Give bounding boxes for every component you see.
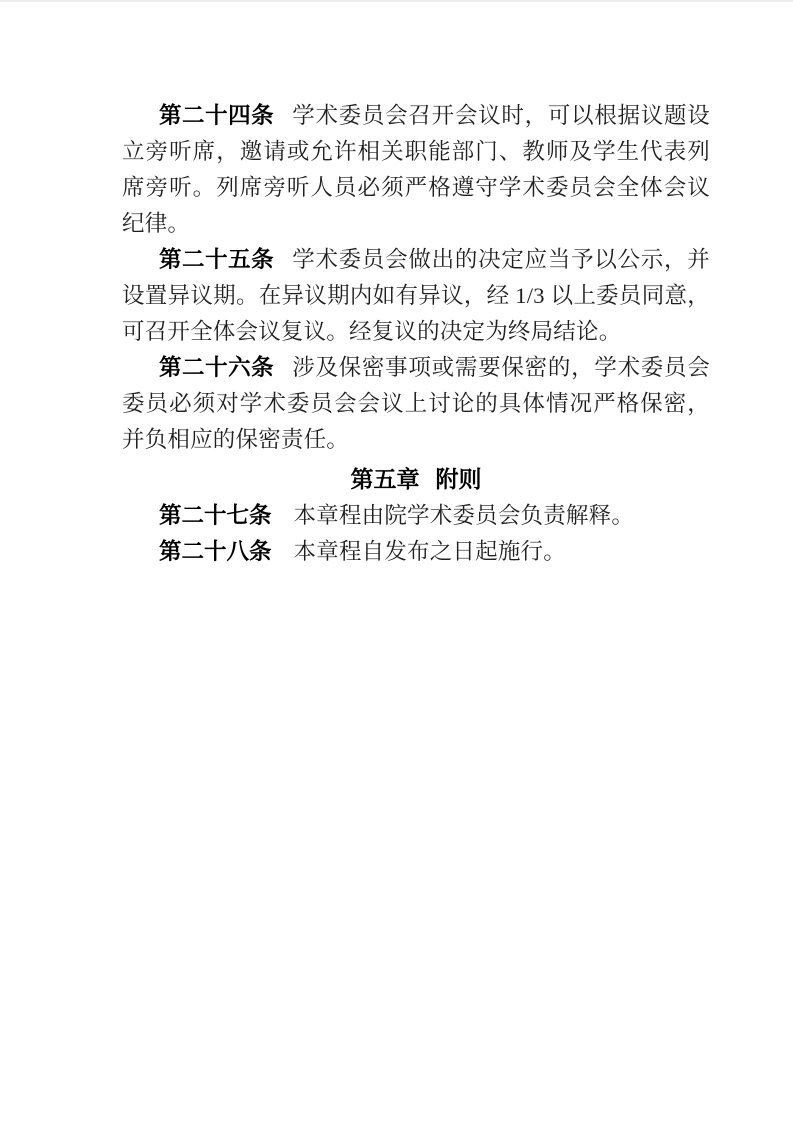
- article-24-number: 第二十四条: [159, 103, 275, 128]
- article-27-number: 第二十七条: [159, 503, 272, 528]
- article-28-number: 第二十八条: [159, 539, 272, 564]
- article-26-number: 第二十六条: [159, 355, 275, 380]
- article-24-paragraph: [122, 98, 710, 242]
- article-28-paragraph: [122, 534, 710, 570]
- article-28-text: 本章程自发布之日起施行。: [293, 539, 566, 564]
- chapter-title: 附则: [435, 467, 482, 492]
- chapter-number: 第五章: [350, 467, 420, 492]
- article-24-text: 学术委员会召开会议时，可以根据议题设立旁听席，邀请或允许相关职能部门、教师及学生代表列席旁听。列席旁听人员必须严格遵守学术委员会全体会议纪律。: [122, 103, 710, 236]
- article-25-paragraph: [122, 242, 710, 350]
- article-25-number: 第二十五条: [159, 247, 275, 272]
- document-content: [122, 98, 710, 570]
- chapter-heading: [122, 462, 710, 498]
- article-25-text: 学术委员会做出的决定应当予以公示，并设置异议期。在异议期内如有异议，经 1/3 以上委员同意，可召开全体会议复议。经复议的决定为终局结论。: [122, 247, 710, 344]
- article-26-paragraph: [122, 350, 710, 458]
- article-27-text: 本章程由院学术委员会负责解释。: [293, 503, 635, 528]
- article-26-text: 涉及保密事项或需要保密的，学术委员会委员必须对学术委员会会议上讨论的具体情况严格保密，并负相应的保密责任。: [122, 355, 710, 452]
- article-27-paragraph: [122, 498, 710, 534]
